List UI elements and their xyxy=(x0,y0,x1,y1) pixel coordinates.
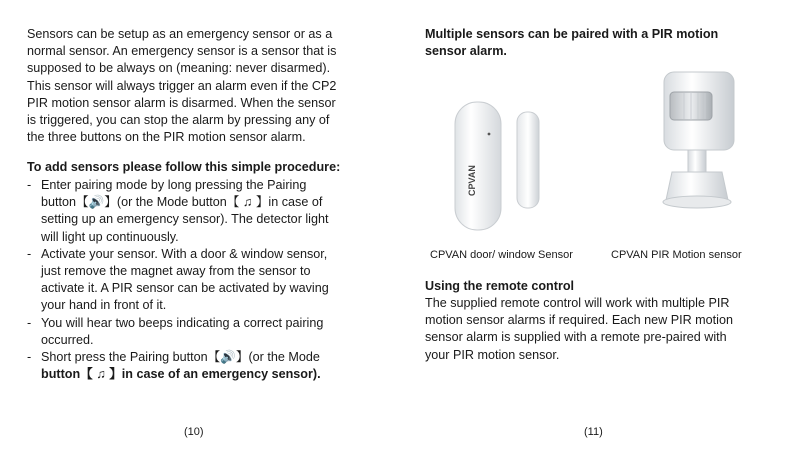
text-line: motion sensor alarms if required. Each new PIR motion xyxy=(425,313,733,328)
right-heading xyxy=(425,26,718,60)
text-line: activate it. A PIR sensor can be activated by waving xyxy=(41,281,329,296)
caption-door-window-sensor: CPVAN door/ window Sensor xyxy=(430,249,573,261)
text-line: PIR motion sensor alarm is disarmed. When the sensor xyxy=(27,95,336,110)
pir-motion-sensor-image xyxy=(642,68,762,218)
caption-pir-motion-sensor: CPVAN PIR Motion sensor xyxy=(611,249,742,261)
text-line: Enter pairing mode by long pressing the Pairing xyxy=(41,178,307,192)
list-item xyxy=(27,349,329,383)
text-line: Activate your sensor. With a door & window sensor, xyxy=(41,246,328,261)
text-line: normal sensor. An emergency sensor is a sensor that is xyxy=(27,44,337,59)
text-line: occurred. xyxy=(41,332,94,347)
page-number: (10) xyxy=(184,426,204,438)
list-dash: - xyxy=(27,350,32,365)
text-line: the three buttons on the PIR motion sensor alarm. xyxy=(27,130,306,145)
text-line: The supplied remote control will work with multiple PIR xyxy=(425,296,730,310)
text-line: button【🔊】(or the Mode button【 ♫ 】in case of xyxy=(41,195,323,210)
intro-paragraph xyxy=(27,26,336,146)
text-line: just remove the magnet away from the sensor to xyxy=(41,264,311,279)
list-item xyxy=(27,246,329,315)
text-line: your hand in front of it. xyxy=(41,298,167,313)
remote-heading: Using the remote control xyxy=(425,279,575,293)
text-line: You will hear two beeps indicating a correct pairing xyxy=(41,315,324,330)
text-line: will light up continuously. xyxy=(41,229,179,244)
text-line: This sensor will always trigger an alarm even if the CP2 xyxy=(27,78,337,93)
text-line: is triggered, you can stop the alarm by pressing any of xyxy=(27,113,330,128)
right-page xyxy=(397,0,794,454)
remote-paragraph xyxy=(425,295,733,364)
list-item xyxy=(27,177,329,246)
text-line: button【 ♫ 】in case of an emergency sensor). xyxy=(41,367,321,382)
procedure-steps xyxy=(27,177,329,383)
door-window-sensor-image xyxy=(445,96,575,236)
text-line: sensor alarm is supplied with a remote pre-paired with xyxy=(425,330,727,345)
text-line: supposed to be always on (meaning: never disarmed). xyxy=(27,61,331,76)
text-line: Multiple sensors can be paired with a PIR motion xyxy=(425,27,719,41)
text-line: your PIR motion sensor. xyxy=(425,347,560,362)
list-dash: - xyxy=(27,178,32,192)
text-line: Short press the Pairing button【🔊】(or the Mode xyxy=(41,350,320,365)
procedure-heading: To add sensors please follow this simple procedure: xyxy=(27,160,341,174)
text-line: setting up an emergency sensor). The detector light xyxy=(41,212,329,227)
list-dash: - xyxy=(27,246,32,261)
text-line: sensor alarm. xyxy=(425,44,507,59)
list-dash: - xyxy=(27,315,32,330)
page-number: (11) xyxy=(584,426,603,438)
text-line: Sensors can be setup as an emergency sensor or as a xyxy=(27,27,333,41)
sensor-logo-text: CPVAN xyxy=(467,165,477,196)
list-item xyxy=(27,315,329,349)
